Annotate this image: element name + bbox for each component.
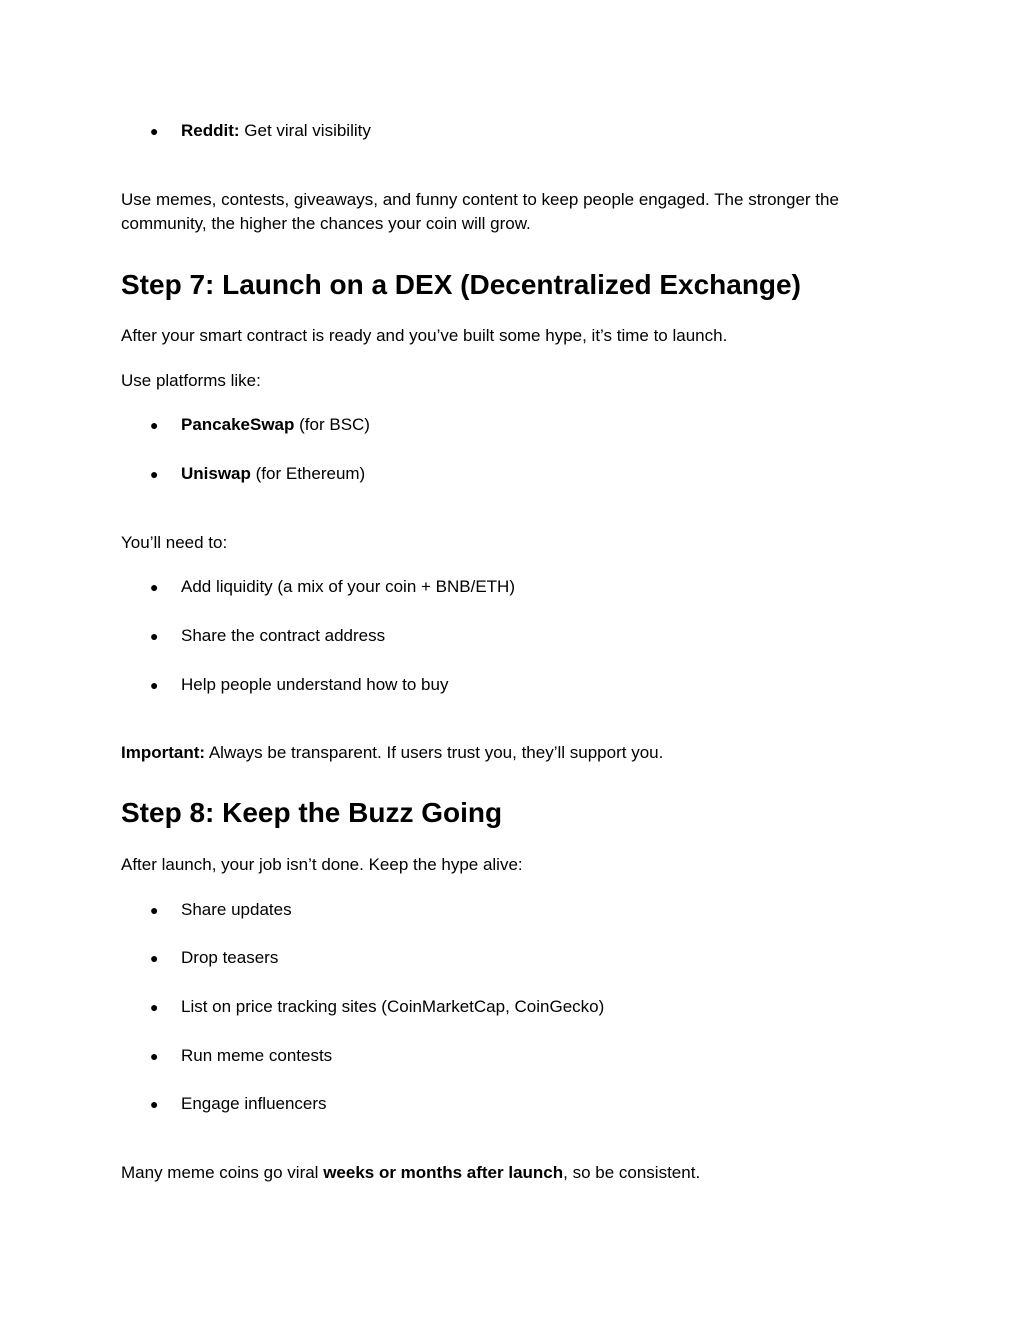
closing-suffix: , so be consistent. bbox=[563, 1163, 701, 1182]
step7-intro: After your smart contract is ready and you’ve built some hype, it’s time to launch. bbox=[121, 326, 728, 345]
list-item-text: Share the contract address bbox=[181, 626, 386, 645]
list-item-text: Engage influencers bbox=[181, 1094, 327, 1113]
list-item-text: Run meme contests bbox=[181, 1046, 333, 1065]
bullet-icon: ● bbox=[150, 417, 159, 433]
step8-intro: After launch, your job isn’t done. Keep the hype alive: bbox=[121, 855, 523, 874]
list-item-text: Drop teasers bbox=[181, 948, 279, 967]
important-note bbox=[121, 741, 663, 765]
list-item-text: Add liquidity (a mix of your coin + BNB/ETH) bbox=[181, 577, 515, 596]
list-item bbox=[150, 995, 604, 1019]
list-item-pancakeswap bbox=[150, 413, 370, 437]
list-item bbox=[150, 1092, 327, 1116]
reddit-text: Get viral visibility bbox=[239, 121, 371, 140]
platform-note: (for Ethereum) bbox=[250, 464, 366, 483]
bullet-icon: ● bbox=[150, 628, 159, 644]
list-item bbox=[150, 673, 448, 697]
step7-heading: Step 7: Launch on a DEX (Decentralized Exchange) bbox=[121, 269, 801, 300]
bullet-icon: ● bbox=[150, 950, 159, 966]
closing-bold: weeks or months after launch bbox=[323, 1163, 564, 1182]
community-paragraph: Use memes, contests, giveaways, and funny content to keep people engaged. The stronger the community, the higher the chances your coin will grow. bbox=[121, 190, 839, 233]
list-item bbox=[150, 946, 278, 970]
bullet-icon: ● bbox=[150, 902, 159, 918]
bullet-icon: ● bbox=[150, 999, 159, 1015]
list-item bbox=[150, 898, 292, 922]
bullet-icon: ● bbox=[150, 1096, 159, 1112]
closing-prefix: Many meme coins go viral bbox=[121, 1163, 324, 1182]
important-text: Always be transparent. If users trust you, they’ll support you. bbox=[205, 743, 664, 762]
bullet-icon: ● bbox=[150, 579, 159, 595]
bullet-icon: ● bbox=[150, 1048, 159, 1064]
platform-name: PancakeSwap bbox=[181, 415, 295, 434]
need-label: You’ll need to: bbox=[121, 533, 228, 552]
bullet-icon: ● bbox=[150, 123, 159, 139]
list-item-reddit bbox=[150, 119, 371, 143]
closing-paragraph bbox=[121, 1161, 700, 1185]
platform-name: Uniswap bbox=[181, 464, 251, 483]
platforms-label: Use platforms like: bbox=[121, 371, 261, 390]
list-item bbox=[150, 624, 385, 648]
reddit-label: Reddit: bbox=[181, 121, 240, 140]
bullet-icon: ● bbox=[150, 466, 159, 482]
list-item-text: Help people understand how to buy bbox=[181, 675, 449, 694]
platform-note: (for BSC) bbox=[294, 415, 370, 434]
list-item bbox=[150, 1044, 332, 1068]
step8-heading: Step 8: Keep the Buzz Going bbox=[121, 797, 503, 828]
list-item-text: List on price tracking sites (CoinMarketCap, CoinGecko) bbox=[181, 997, 605, 1016]
important-label: Important: bbox=[121, 743, 206, 762]
list-item-uniswap bbox=[150, 462, 365, 486]
list-item-text: Share updates bbox=[181, 900, 292, 919]
bullet-icon: ● bbox=[150, 677, 159, 693]
list-item bbox=[150, 575, 515, 599]
